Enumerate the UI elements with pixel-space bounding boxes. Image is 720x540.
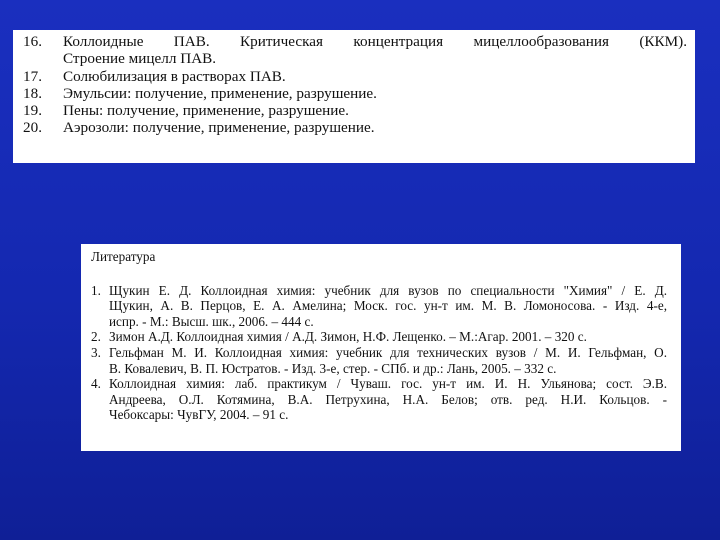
topic-item [23,33,687,50]
topic-number: 18. [23,84,42,102]
topic-text: Аэрозоли: получение, применение, разрушение. [63,119,375,137]
reference-line: испр. - М.: Высш. шк., 2006. – 444 с. [109,313,314,329]
reference-line: Андреева, О.Л. Котямина, В.А. Петрухина, Н.А. Белов; отв. ред. Н.И. Кольцов. - [109,391,667,407]
topic-text: Пены: получение, применение, разрушение. [63,102,349,120]
reference-line: Чебоксары: ЧувГУ, 2004. – 91 с. [109,407,289,423]
topic-number: 17. [23,67,42,85]
reference-text [109,376,667,423]
reference-number: 3. [91,344,101,360]
topic-item [23,119,687,136]
reference-item [91,329,667,345]
topic-number: 16. [23,33,42,50]
reference-number: 2. [91,329,101,345]
reference-line: Зимон А.Д. Коллоидная химия / А.Д. Зимон, Н.Ф. Лещенко. – М.:Агар. 2001. – 320 с. [109,329,587,345]
topic-text-continued: Строение мицелл ПАВ. [63,50,217,68]
topic-number: 20. [23,119,42,137]
reference-item [91,345,667,376]
topic-item [23,85,687,102]
reference-number: 1. [91,282,101,298]
topic-item [23,102,687,119]
reference-line: Щукин, А. В. Перцов, Е. А. Амелина; Моск. гос. ун-т им. М. В. Ломоносова. - Изд. 4-е, [109,298,667,314]
topics-panel [13,30,695,163]
topic-item [23,68,687,85]
reference-line: Щукин Е. Д. Коллоидная химия: учебник для вузов по специальности "Химия" / Е. Д. [109,282,667,298]
reference-item [91,376,667,423]
reference-line: Гельфман М. И. Коллоидная химия: учебник для технических вузов / М. И. Гельфман, О. [109,344,667,360]
reference-text [109,329,667,345]
reference-text [109,283,667,330]
topic-text: Солюбилизация в растворах ПАВ. [63,67,286,85]
reference-text [109,345,667,376]
topic-text: Эмульсии: получение, применение, разрушение. [63,84,377,102]
topic-text: Коллоидные ПАВ. Критическая концентрация мицеллообразования (ККМ). [63,33,687,50]
reference-line: В. Ковалевич, В. П. Юстратов. - Изд. 3-е, стер. - СПб. и др.: Лань, 2005. – 332 с. [109,360,557,376]
reference-line: Коллоидная химия: лаб. практикум / Чуваш. гос. ун-т им. И. Н. Ульянова; сост. Э.В. [109,376,667,392]
reference-number: 4. [91,376,101,392]
references-title: Литература [91,249,156,264]
references-panel [81,244,681,451]
topic-number: 19. [23,102,42,120]
reference-item [91,283,667,330]
